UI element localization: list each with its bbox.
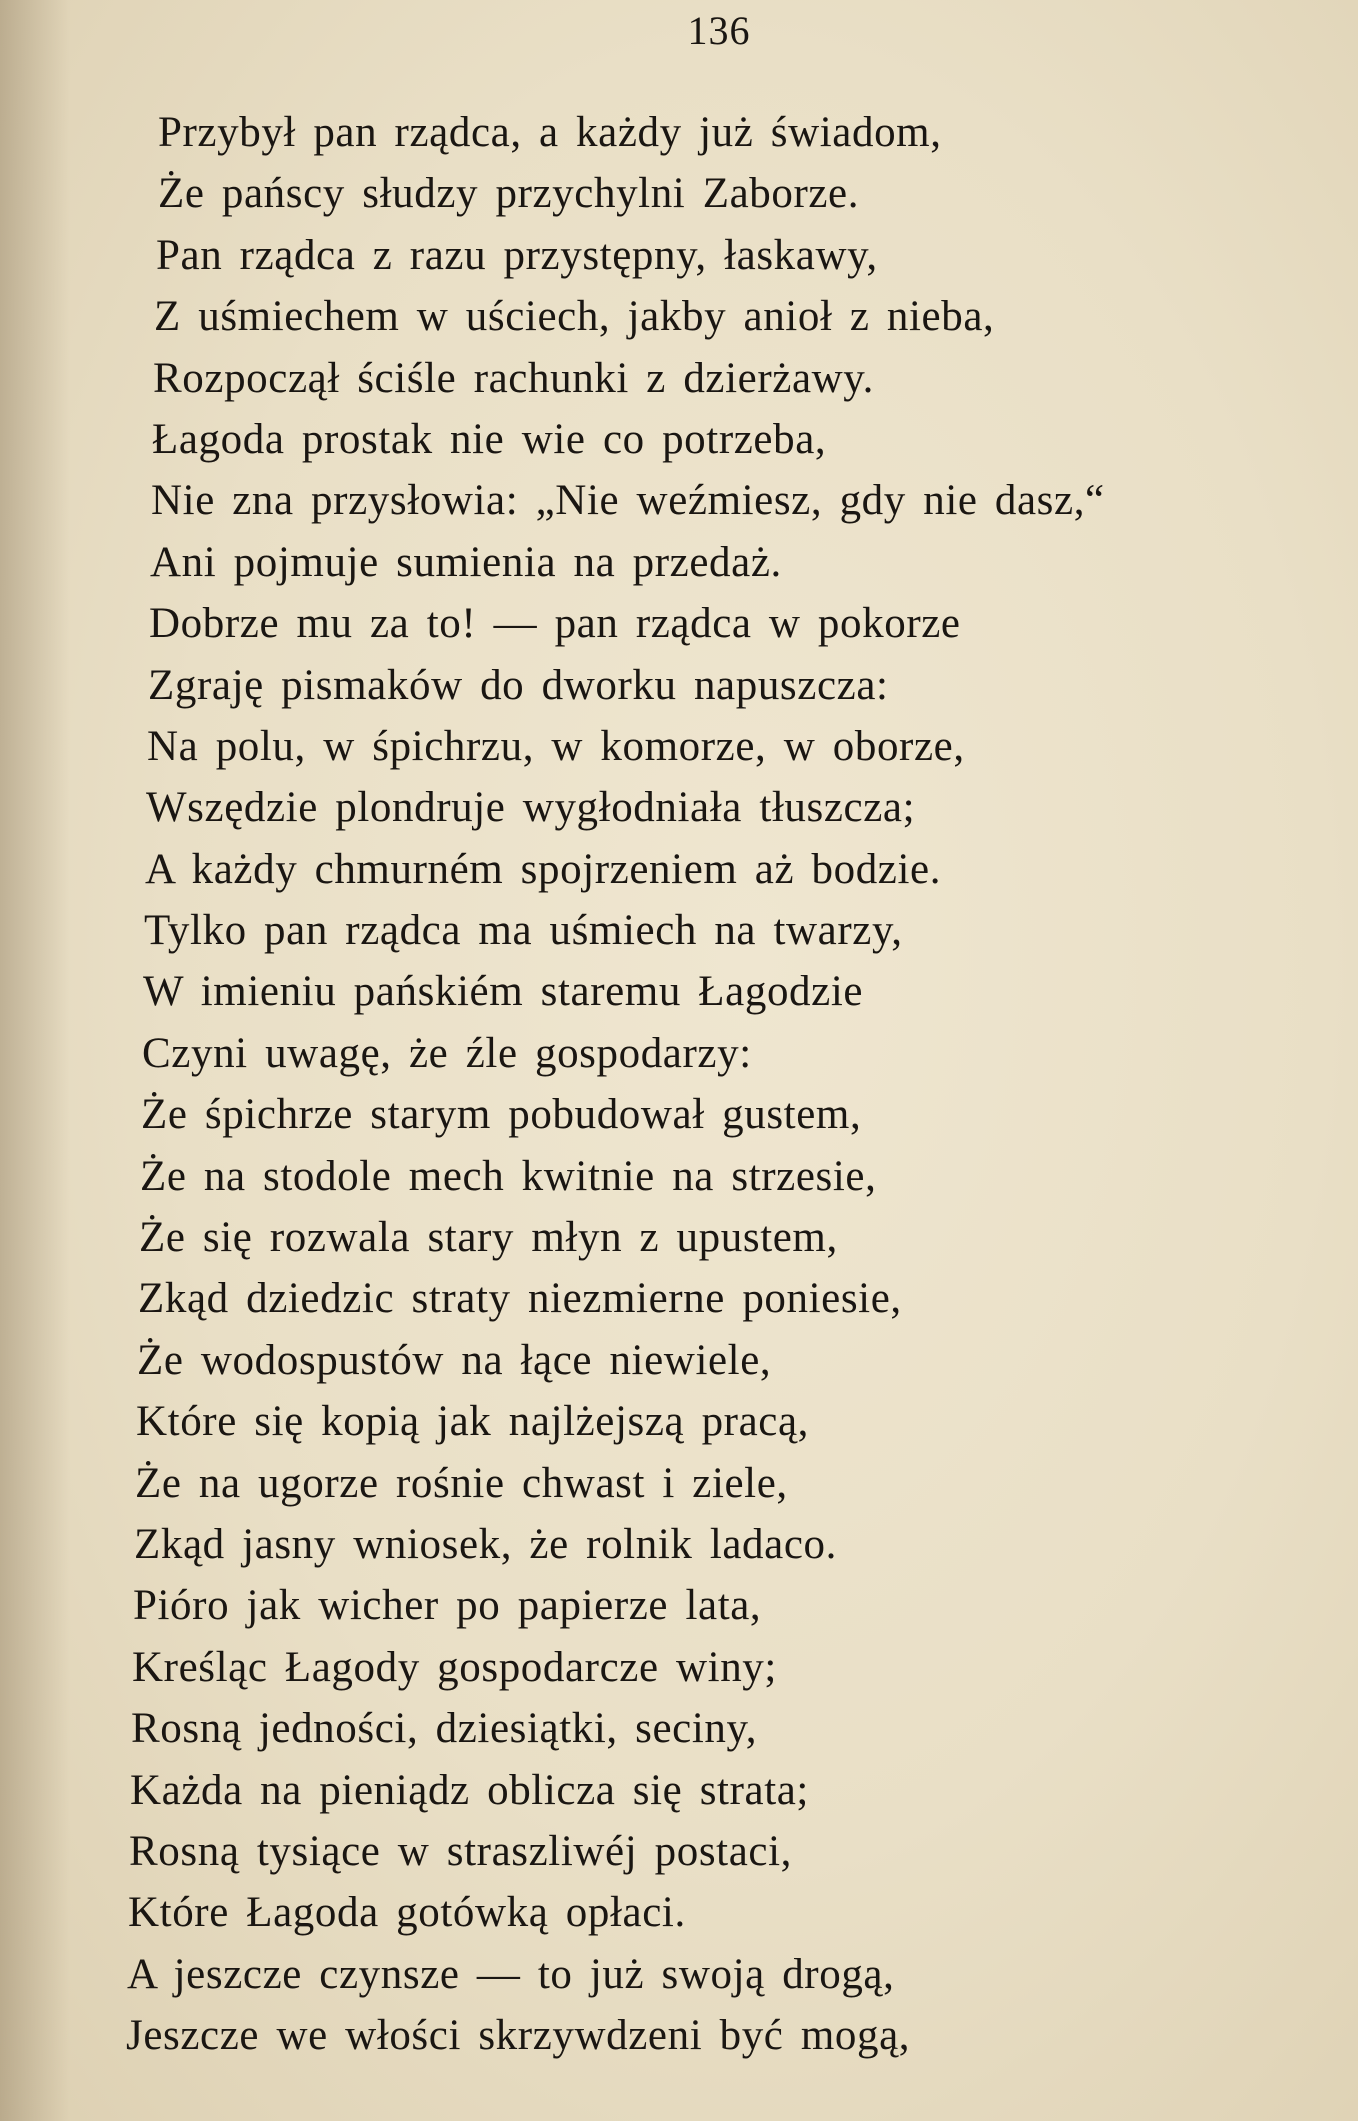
verse-line: Jeszcze we włości skrzywdzeni być mogą, <box>126 2012 911 2060</box>
verse-line: Z uśmiechem w uściech, jakby anioł z nieba, <box>154 293 995 341</box>
verse-line: Dobrze mu za to! — pan rządca w pokorze <box>149 600 961 648</box>
page-edge-shadow <box>0 0 70 2121</box>
verse-line: Każda na pieniądz oblicza się strata; <box>130 1766 809 1814</box>
verse-line: A każdy chmurném spojrzeniem aż bodzie. <box>145 845 942 893</box>
verse-line: Ani pojmuje sumienia na przedaż. <box>150 538 782 586</box>
verse-line: Rozpoczął ściśle rachunki z dzierżawy. <box>153 354 874 402</box>
verse-line: Zkąd jasny wniosek, że rolnik ladaco. <box>134 1520 837 1568</box>
verse-line: Przybył pan rządca, a każdy już świadom, <box>158 109 942 156</box>
verse-line: Pióro jak wicher po papierze lata, <box>133 1582 762 1630</box>
verse-line: Że pańscy słudzy przychylni Zaborze. <box>158 170 860 218</box>
verse-line: Które Łagoda gotówką opłaci. <box>128 1889 686 1937</box>
verse-line: Że wodospustów na łące niewiele, <box>137 1336 772 1384</box>
verse-line: Rosną jedności, dziesiątki, seciny, <box>131 1705 758 1753</box>
verse-line: Że się rozwala stary młyn z upustem, <box>139 1214 838 1262</box>
verse-line: Tylko pan rządca ma uśmiech na twarzy, <box>144 907 903 955</box>
verse-line: Na polu, w śpichrzu, w komorze, w oborze, <box>147 722 965 770</box>
verse-line: Pan rządca z razu przystępny, łaskawy, <box>156 231 878 279</box>
verse-line: Rosną tysiące w straszliwéj postaci, <box>129 1827 792 1875</box>
verse-line: Zkąd dziedzic straty niezmierne poniesie, <box>138 1275 902 1323</box>
page-number: 136 <box>687 8 751 53</box>
verse-line: Że na stodole mech kwitnie na strzesie, <box>140 1152 877 1200</box>
verse-line: Łagoda prostak nie wie co potrzeba, <box>152 415 827 463</box>
verse-line: Które się kopią jak najlżejszą pracą, <box>136 1398 810 1446</box>
verse-line: A jeszcze czynsze — to już swoją drogą, <box>127 1950 895 1998</box>
verse-line: Wszędzie plondruje wygłodniała tłuszcza; <box>146 784 916 832</box>
verse-line: Zgraję pismaków do dworku napuszcza: <box>148 661 889 709</box>
verse-line: Że śpichrze starym pobudował gustem, <box>141 1091 862 1139</box>
verse-line: W imieniu pańskiém staremu Łagodzie <box>143 968 864 1016</box>
verse-line: Kreśląc Łagody gospodarcze winy; <box>132 1643 777 1691</box>
poem-text <box>126 102 1290 2067</box>
verse-line: Nie zna przysłowia: „Nie weźmiesz, gdy nie dasz,“ <box>151 477 1105 525</box>
verse-line: Czyni uwagę, że źle gospodarzy: <box>142 1029 752 1077</box>
verse-line: Że na ugorze rośnie chwast i ziele, <box>135 1459 788 1507</box>
